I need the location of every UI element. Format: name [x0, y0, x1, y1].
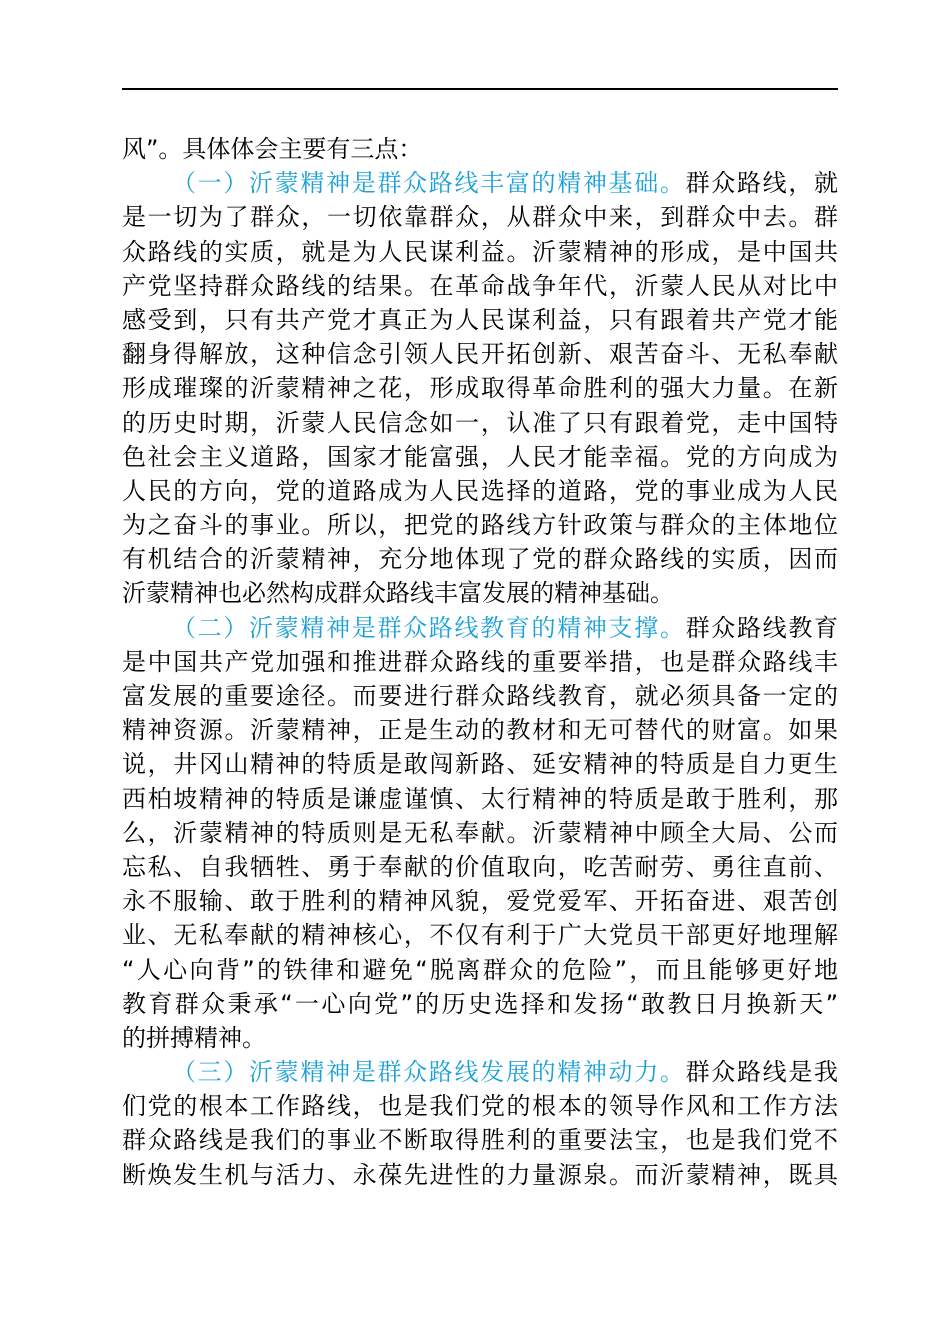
text-line: 永不服输、敢于胜利的精神风貌，爱党爱军、开拓奋进、艰苦创 [122, 887, 838, 916]
text-line: 的历史时期，沂蒙人民信念如一，认准了只有跟着党，走中国特 [122, 408, 838, 437]
text-line: 有机结合的沂蒙精神，充分地体现了党的群众路线的实质，因而 [122, 545, 838, 574]
text-line: 精神资源。沂蒙精神，正是生动的教材和无可替代的财富。如果 [122, 716, 838, 745]
section-heading-2: （二）沂蒙精神是群众路线教育的精神支撑。 [172, 613, 686, 642]
text-line: 是一切为了群众，一切依靠群众，从群众中来，到群众中去。群 [122, 203, 838, 232]
text-line: 沂蒙精神也必然构成群众路线丰富发展的精神基础。 [122, 579, 674, 608]
text-line: 群众路线是我们的事业不断取得胜利的重要法宝，也是我们党不 [122, 1126, 838, 1155]
section-heading-3: （三）沂蒙精神是群众路线发展的精神动力。 [172, 1058, 686, 1087]
text-line: 的拼搏精神。 [122, 1023, 266, 1052]
text-line: 翻身得解放，这种信念引领人民开拓创新、艰苦奋斗、无私奉献 [122, 340, 838, 369]
text-line: 教育群众秉承“一心向党”的历史选择和发扬“敢教日月换新天” [122, 989, 838, 1018]
text-line: 忘私、自我牺牲、勇于奉献的价值取向，吃苦耐劳、勇往直前、 [122, 852, 838, 881]
text-line: 业、无私奉献的精神核心，不仅有利于广大党员干部更好地理解 [122, 921, 838, 950]
section-heading-1: （一）沂蒙精神是群众路线丰富的精神基础。 [172, 169, 686, 198]
text-line: “人心向背”的铁律和避免“脱离群众的危险”，而且能够更好地 [122, 955, 838, 984]
text-line: 西柏坡精神的特质是谦虚谨慎、太行精神的特质是敢于胜利，那 [122, 784, 838, 813]
text-line: 人民的方向，党的道路成为人民选择的道路，党的事业成为人民 [122, 476, 838, 505]
text-line: 说，井冈山精神的特质是敢闯新路、延安精神的特质是自力更生 [122, 750, 838, 779]
text-line: 产党坚持群众路线的结果。在革命战争年代，沂蒙人民从对比中 [122, 271, 838, 300]
text-line: 富发展的重要途径。而要进行群众路线教育，就必须具备一定的 [122, 682, 838, 710]
text-line: 色社会主义道路，国家才能富强，人民才能幸福。党的方向成为 [122, 442, 838, 471]
text-line: 断焕发生机与活力、永葆先进性的力量源泉。而沂蒙精神，既具 [122, 1160, 838, 1189]
section-heading-line-1: （一）沂蒙精神是群众路线丰富的精神基础。群众路线，就 [172, 169, 838, 198]
text-line: 形成璀璨的沂蒙精神之花，形成取得革命胜利的强大力量。在新 [122, 374, 838, 403]
body-text [122, 132, 838, 1192]
text-line: 风”。具体体会主要有三点： [122, 135, 423, 163]
text-line: 是中国共产党加强和推进群众路线的重要举措，也是群众路线丰 [122, 647, 838, 676]
header-rule [122, 88, 838, 90]
section-heading-line-2: （二）沂蒙精神是群众路线教育的精神支撑。群众路线教育 [172, 613, 838, 642]
text-line: 们党的根本工作路线，也是我们党的根本的领导作风和工作方法 [122, 1092, 838, 1121]
section-heading-line-3: （三）沂蒙精神是群众路线发展的精神动力。群众路线是我 [172, 1058, 838, 1087]
text-line: 为之奋斗的事业。所以，把党的路线方针政策与群众的主体地位 [122, 511, 838, 540]
text-line: 众路线的实质，就是为人民谋利益。沂蒙精神的形成，是中国共 [122, 237, 838, 266]
text-line: 么，沂蒙精神的特质则是无私奉献。沂蒙精神中顾全大局、公而 [122, 818, 838, 847]
text-line: 感受到，只有共产党才真正为人民谋利益，只有跟着共产党才能 [122, 305, 838, 334]
